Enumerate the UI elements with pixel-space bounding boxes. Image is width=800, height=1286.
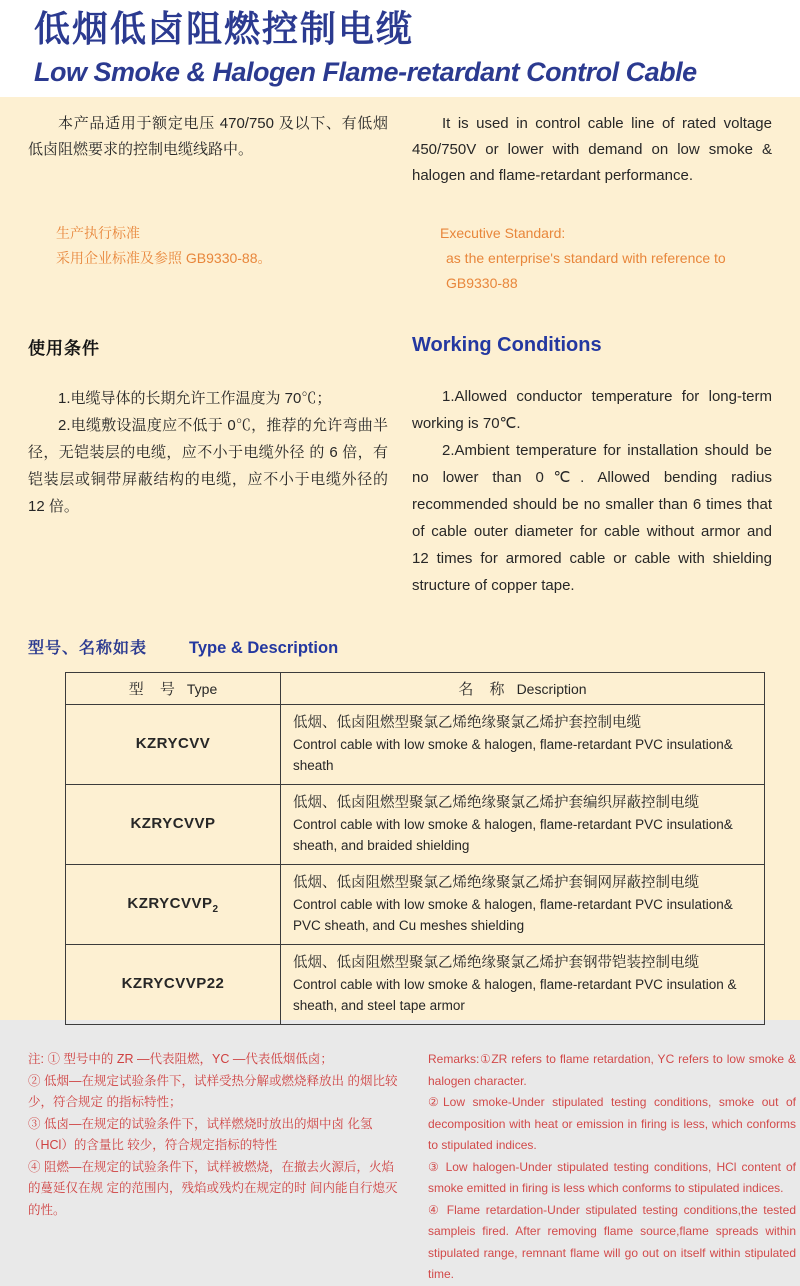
type-heading-chinese: 型号、名称如表 <box>28 640 148 657</box>
remark-en-line-4: ④ Flame retardation-Under stipulated testing conditions,the tested sampleis fired. After removing flame source,flame spreads within stipulated range, remnant flame will go out on itself within stipulated time. <box>428 1202 796 1281</box>
cable-type-code: KZRYCVVP22 <box>121 974 225 992</box>
table-header-desc-en: Description <box>516 681 587 697</box>
executive-standard-zh-line2: 采用企业标准及参照 GB9330-88。 <box>56 250 272 266</box>
note-zh-line-2: ② 低烟—在规定试验条件下，试样受热分解或燃烧释放出 的烟比较少，符合规定 的指标特性； <box>28 1073 398 1109</box>
table-header-type-en: Type <box>186 681 218 697</box>
intro-section <box>28 111 772 189</box>
remarks-english <box>428 1049 796 1286</box>
conditions-title-chinese: 使用条件 <box>28 339 100 358</box>
table-header-row <box>66 673 765 705</box>
intro-paragraph-chinese: 本产品适用于额定电压 470/750 及以下、有低烟低卤阻燃要求的控制电缆线路中。 <box>28 115 388 158</box>
page-title-english: Low Smoke & Halogen Flame-retardant Control Cable <box>34 57 697 87</box>
cable-type-cell <box>66 865 281 945</box>
cable-description-en: Control cable with low smoke & halogen, flame-retardant PVC insulation & sheath, and steel tape armor <box>293 977 737 1013</box>
executive-standard-chinese <box>28 221 388 296</box>
cable-type-subscript: 2 <box>212 903 219 915</box>
table-header-type <box>66 673 281 705</box>
cable-type-cell <box>66 785 281 865</box>
conditions-zh-item-1: 1.电缆导体的长期允许工作温度为 70℃； <box>58 390 332 407</box>
cable-type-cell <box>66 945 281 1025</box>
type-description-table <box>65 672 765 1025</box>
note-zh-line-1: 注: ① 型号中的 ZR —代表阻燃，YC —代表低烟低卤； <box>28 1052 333 1066</box>
executive-standard-english <box>412 221 772 296</box>
remark-en-line-2: ②Low smoke-Under stipulated testing conditions, smoke out of decomposition with heat or emission in firing is less, which conforms to stipulated indices. <box>428 1095 796 1152</box>
note-zh-line-3: ③ 低卤—在规定的试验条件下，试样燃烧时放出的烟中卤 化氢（HCl）的含量比 较少，符合规定指标的特性 <box>28 1116 373 1152</box>
cable-description-en: Control cable with low smoke & halogen, flame-retardant PVC insulation& sheath <box>293 737 733 773</box>
executive-standard-en-line1: Executive Standard: <box>440 225 566 241</box>
page-title-chinese: 低烟低卤阻燃控制电缆 <box>34 8 415 49</box>
conditions-zh-item-2: 2.电缆敷设温度应不低于 0℃，推荐的允许弯曲半径，无铠装层的电缆，应不小于电缆外径 的 6 倍，有铠装层或铜带屏蔽结构的电缆，应不小于电缆外径的 12 倍。 <box>28 417 388 515</box>
cable-type-code: KZRYCVV <box>135 734 211 752</box>
cable-type-code: KZRYCVVP <box>130 814 216 832</box>
table-header-desc-zh: 名 称 <box>458 681 511 698</box>
conditions-section <box>28 334 772 599</box>
cable-description-cell <box>281 705 765 785</box>
cable-description-cell <box>281 945 765 1025</box>
table-row <box>66 705 765 785</box>
cable-type-code: KZRYCVVP <box>127 894 213 912</box>
executive-standard-zh-line1: 生产执行标准 <box>56 225 140 241</box>
conditions-chinese <box>28 334 388 599</box>
cable-description-zh: 低烟、低卤阻燃型聚氯乙烯绝缘聚氯乙烯护套铜网屏蔽控制电缆 <box>293 875 699 891</box>
table-row <box>66 945 765 1025</box>
executive-standard-section <box>28 221 772 296</box>
cable-type-cell <box>66 705 281 785</box>
cable-description-cell <box>281 865 765 945</box>
executive-standard-en-line2: as the enterprise's standard with reference to GB9330-88 <box>446 250 726 291</box>
cable-description-zh: 低烟、低卤阻燃型聚氯乙烯绝缘聚氯乙烯护套编织屏蔽控制电缆 <box>293 795 699 811</box>
notes-chinese <box>28 1049 404 1286</box>
table-row <box>66 785 765 865</box>
conditions-en-item-2: 2.Ambient temperature for installation should be no lower than 0℃. Allowed bending radius recommended should be no smaller than 6 times that of cable outer diameter for cable without armor and 12 times for armored cable or cable with shielding structure of copper tape. <box>412 442 772 594</box>
intro-paragraph-english: It is used in control cable line of rated voltage 450/750V or lower with demand on low smoke & halogen and flame-retardant performance. <box>412 115 772 184</box>
table-row <box>66 865 765 945</box>
cable-description-en: Control cable with low smoke & halogen, flame-retardant PVC insulation& PVC sheath, and Cu meshes shielding <box>293 897 733 933</box>
remark-en-line-3: ③ Low halogen-Under stipulated testing conditions, HCl content of smoke emitted in firing is less which conforms to stipulated indices. <box>428 1159 796 1195</box>
type-heading-english: Type & Description <box>189 639 339 657</box>
cable-description-zh: 低烟、低卤阻燃型聚氯乙烯绝缘聚氯乙烯护套钢带铠装控制电缆 <box>293 955 699 971</box>
remark-en-line-1: Remarks:①ZR refers to flame retardation, YC refers to low smoke & halogen character. <box>428 1052 796 1088</box>
cable-description-en: Control cable with low smoke & halogen, flame-retardant PVC insulation& sheath, and braided shielding <box>293 817 733 853</box>
table-header-description <box>281 673 765 705</box>
conditions-en-item-1: 1.Allowed conductor temperature for long-term working is 70℃. <box>412 388 772 432</box>
table-header-type-zh: 型 号 <box>128 681 181 698</box>
cable-description-cell <box>281 785 765 865</box>
conditions-title-english: Working Conditions <box>412 334 602 356</box>
type-description-heading <box>28 635 772 658</box>
page-body <box>0 111 800 1286</box>
notes-section <box>28 1049 796 1286</box>
conditions-english <box>412 334 772 599</box>
cable-description-zh: 低烟、低卤阻燃型聚氯乙烯绝缘聚氯乙烯护套控制电缆 <box>293 715 641 731</box>
note-zh-line-4: ④ 阻燃—在规定的试验条件下，试样被燃烧，在撤去火源后，火焰的蔓延仅在规 定的范围内，残焰或残灼在规定的时 间内能自行熄灭的性。 <box>28 1159 398 1217</box>
page-header <box>0 0 800 97</box>
